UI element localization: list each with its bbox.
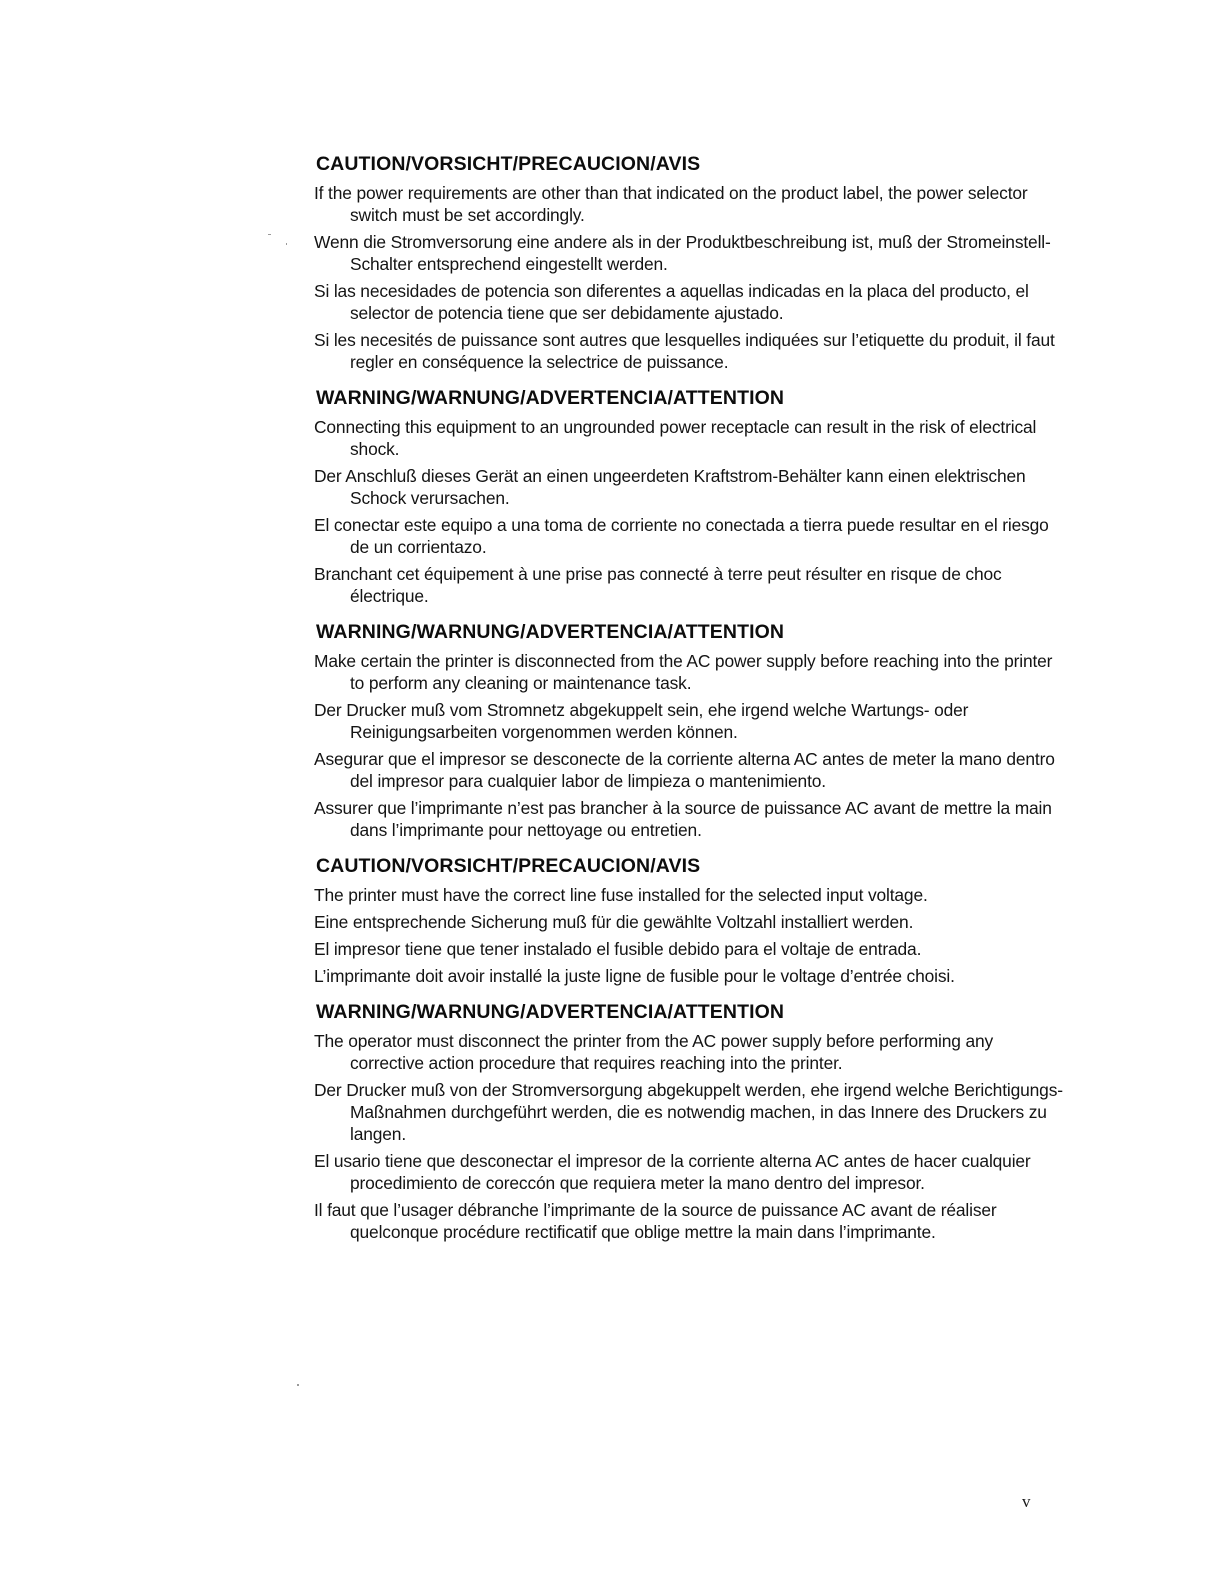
paragraph-german: Der Drucker muß vom Stromnetz abgekuppelt sein, ehe irgend welche Wartungs- oder Reinigungsarbeiten vorgenommen werden können. [314, 700, 969, 742]
warning-ungrounded-receptacle-section [314, 386, 1064, 607]
paragraph-german: Der Anschluß dieses Gerät an einen ungeerdeten Kraftstrom-Behälter kann einen elektrischen Schock verursachen. [314, 466, 1026, 508]
paragraph-english: If the power requirements are other than that indicated on the product label, the power selector switch must be set accordingly. [314, 183, 1028, 225]
paragraph-french: Si les necesités de puissance sont autres que lesquelles indiquées sur l’etiquette du produit, il faut regler en conséquence la selectrice de puissance. [314, 330, 1055, 372]
section-heading: WARNING/WARNUNG/ADVERTENCIA/ATTENTION [316, 387, 785, 409]
paragraph-spanish: El impresor tiene que tener instalado el fusible debido para el voltaje de entrada. [314, 939, 922, 959]
caution-power-selector-section [314, 152, 1064, 373]
paragraph-spanish: Si las necesidades de potencia son diferentes a aquellas indicadas en la placa del producto, el selector de potencia tiene que ser debidamente ajustado. [314, 281, 1029, 323]
paragraph-french: L’imprimante doit avoir installé la juste ligne de fusible pour le voltage d’entrée choisi. [314, 966, 955, 986]
page-number: v [1022, 1492, 1031, 1511]
paragraph-french: Il faut que l’usager débranche l’imprimante de la source de puissance AC avant de réaliser quelconque procédure rectificatif que oblige mettre la main dans l’imprimante. [314, 1200, 997, 1242]
paragraph-french: Assurer que l’imprimante n’est pas brancher à la source de puissance AC avant de mettre la main dans l’imprimante pour nettoyage ou entretien. [314, 798, 1052, 840]
paragraph-german: Der Drucker muß von der Stromversorgung abgekuppelt werden, ehe irgend welche Berichtigungs-Maßnahmen durchgeführt werden, die es notwendig machen, in das Innere des Druckers zu langen. [314, 1080, 1063, 1144]
section-heading: CAUTION/VORSICHT/PRECAUCION/AVIS [316, 855, 701, 877]
warning-disconnect-cleaning-section [314, 620, 1064, 841]
scan-speck [297, 1384, 299, 1386]
section-heading: WARNING/WARNUNG/ADVERTENCIA/ATTENTION [316, 621, 785, 643]
caution-line-fuse-section [314, 854, 1064, 987]
scan-speck [268, 234, 271, 235]
paragraph-spanish: Asegurar que el impresor se desconecte de la corriente alterna AC antes de meter la mano dentro del impresor para cualquier labor de limpieza o mantenimiento. [314, 749, 1055, 791]
scan-speck [286, 243, 287, 245]
section-heading: WARNING/WARNUNG/ADVERTENCIA/ATTENTION [316, 1001, 785, 1023]
warning-corrective-action-section [314, 1000, 1064, 1243]
paragraph-german: Eine entsprechende Sicherung muß für die gewählte Voltzahl installiert werden. [314, 912, 914, 932]
section-heading: CAUTION/VORSICHT/PRECAUCION/AVIS [316, 153, 701, 175]
safety-notices [314, 152, 1064, 1256]
paragraph-english: The operator must disconnect the printer from the AC power supply before performing any corrective action procedure that requires reaching into the printer. [314, 1031, 994, 1073]
paragraph-french: Branchant cet équipement à une prise pas connecté à terre peut résulter en risque de choc électrique. [314, 564, 1002, 606]
paragraph-german: Wenn die Stromversorung eine andere als in der Produktbeschreibung ist, muß der Stromeinstell-Schalter entsprechend eingestellt werden. [314, 232, 1051, 274]
paragraph-spanish: El conectar este equipo a una toma de corriente no conectada a tierra puede resultar en el riesgo de un corrientazo. [314, 515, 1049, 557]
paragraph-spanish: El usario tiene que desconectar el impresor de la corriente alterna AC antes de hacer cualquier procedimiento de coreccón que requiera meter la mano dentro del impresor. [314, 1151, 1031, 1193]
paragraph-english: The printer must have the correct line fuse installed for the selected input voltage. [314, 885, 928, 905]
paragraph-english: Connecting this equipment to an ungrounded power receptacle can result in the risk of electrical shock. [314, 417, 1037, 459]
paragraph-english: Make certain the printer is disconnected from the AC power supply before reaching into the printer to perform any cleaning or maintenance task. [314, 651, 1053, 693]
